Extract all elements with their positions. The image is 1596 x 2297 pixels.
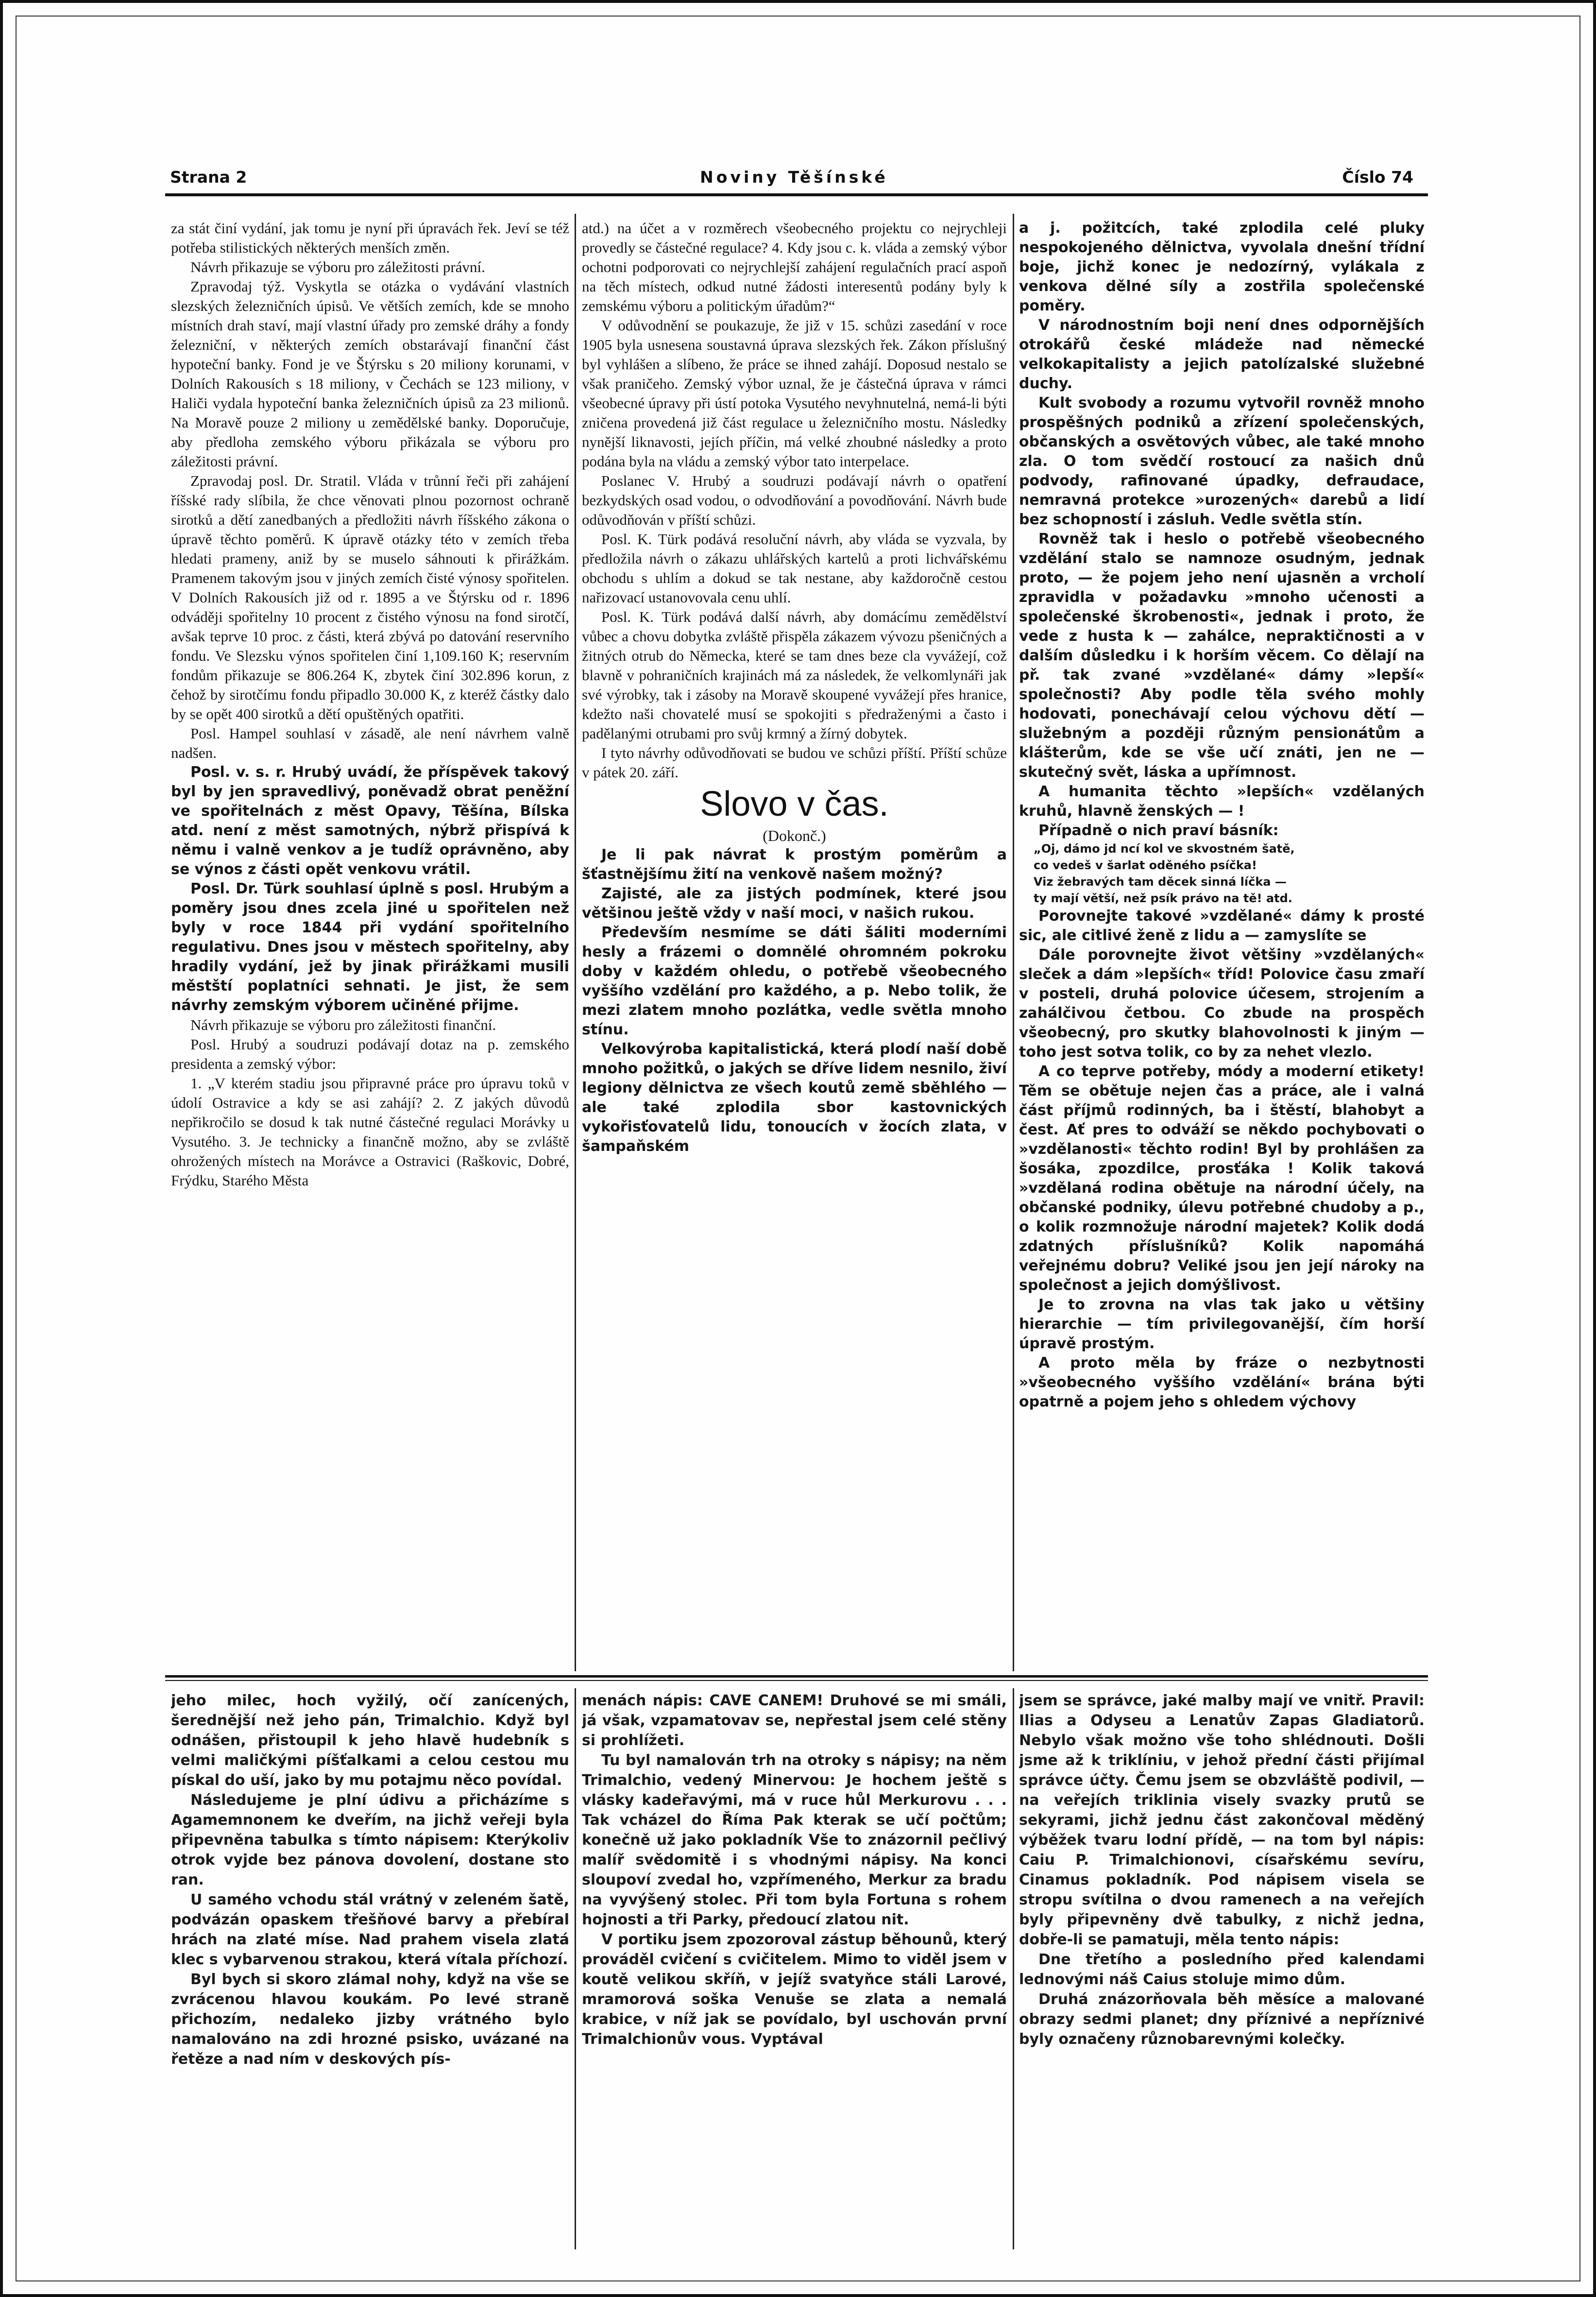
paragraph: Dále porovnejte život většiny »vzdělaných« sleček a dám »lepších« tříd! Polovice času zmaří v posteli, druhá polovice účesem, strojením a zahálčivou četbou. Co zbude na prospěch všeobecný, pro skutky blahovolnosti k jiným — toho jest sotva tolik, co by za nehet vlezlo. <box>1019 946 1425 1061</box>
poem-line: Viz žebravých tam děcek sinná líčka — <box>1034 875 1287 889</box>
column-3 <box>1019 219 1425 1666</box>
issue-number: Číslo 74 <box>1342 168 1413 187</box>
paragraph: Rovněž tak i heslo o potřebě všeobecného vzdělání stalo se namnoze osudným, jednak proto, — že pojem jeho není ujasněn a vrcholí zpravidla v požadavku »mnoho učenosti a společenské škrobenosti«, jednak i proto, že vede z husta k — zahálce, nepraktičnosti a v dalším důsledku i k horším věcem. Co dělají na př. tak zvané »vzdělané« dámy »lepší« společnosti? Aby podle těla svého mohly hodovati, ponechávají celou výchovu dětí — služebným a později různým pensionátům a klášterům, kde se vše učí znáti, jen ne — skutečný svět, láska a upřímnost. <box>1019 531 1425 781</box>
paragraph: V portiku jsem zpozoroval zástup běhounů, který prováděl cvičení s cvičitelem. Mimo to viděl jsem v koutě velikou skříň, v jejíž svatyňce stáli Larové, mramorová soška Venuše se zlata a nemalá krabice, v níž jak se povídalo, byl uschován první Trimalchionův vous. Vyptával <box>582 1931 1007 2048</box>
paragraph: Poslanec V. Hrubý a soudruzi podávají návrh o opatření bezkydských osad vodou, o odvodňování a povodňování. Návrh bude odůvodňován v příští schůzi. <box>582 472 1007 528</box>
paragraph: I tyto návrhy odůvodňovati se budou ve schůzi příští. Příští schůze v pátek 20. září. <box>582 744 1007 781</box>
paragraph: Návrh přikazuje se výboru pro záležitosti právní. <box>190 258 485 275</box>
feuilleton-rule <box>165 1675 1428 1678</box>
paragraph: menách nápis: CAVE CANEM! Druhové se mi smáli, já však, vzpamatovav se, nepřestal jsem celé stěny si prohlížeti. <box>582 1692 1007 1749</box>
article-subtitle: (Dokonč.) <box>763 827 826 844</box>
feuilleton-column-1 <box>171 1691 569 2245</box>
paragraph: Následujeme je plní údivu a přicházíme s Agamemnonem ke dveřím, na jichž veřeji byla připevněna tabulka s tímto nápisem: Kterýkoliv otrok vyjde bez pánova dovolení, dostane sto ran. <box>171 1792 569 1888</box>
paragraph: Porovnejte takové »vzdělané« dámy k prosté sic, ale citlivé ženě z lidu a — zamyslíte se <box>1019 908 1425 944</box>
feuilleton-column-2 <box>582 1691 1007 2245</box>
poem-line: ty mají větší, než psík právo na tě! atd. <box>1034 891 1292 905</box>
paragraph: Posl. v. s. r. Hrubý uvádí, že příspěvek takový byl by jen spravedlivý, poněvadž obrat peněžní ve spořitelnách z měst Opavy, Těšína, Bílska atd. není z měst samotných, nýbrž přispívá k němu i valně venkov a je tudíž oprávněno, aby se výnos z části opět venkovu vrátil. <box>171 764 569 878</box>
paragraph: Byl bych si skoro zlámal nohy, když na vše se zvrácenou hlavou koukám. Po levé straně přichozím, nedaleko jizby vrátného bylo namalováno na zdi hrozné psisko, uvázané na řetěze a nad ním v deskových pís- <box>171 1971 569 2068</box>
paragraph: Posl. Dr. Türk souhlasí úplně s posl. Hrubým a poměry jsou dnes zcela jiné u spořitelen než byly v roce 1844 při vydání spořitelního regulativu. Dnes jsou v městech spořitelny, aby hradily vydání, jež by jinak přirážkami musili městští poplatníci sehnati. Je jist, že sem návrhy zemským výborem učiněné přijme. <box>171 880 569 1014</box>
paragraph: V odůvodnění se poukazuje, že již v 15. schůzi zasedání v roce 1905 byla usnesena soustavná úprava slezských řek. Zákon příslušný byl vyhlášen a slíbeno, že práce se ihned zahájí. Doposud nestalo se však praničeho. Zemský výbor uznal, že je částečná úprava v rámci všeobecné úpravy při ústí potoka Vysutého nevyhnutelná, nemá-li býti zničena provedená již část regulace u železničního mostu. Následky nynější liknavosti, jejích příčin, má velké zhoubné následky a proto podána byla na vládu a zemský výbor tato interpelace. <box>582 317 1007 470</box>
masthead-title: Noviny Těšínské <box>700 168 888 187</box>
feuilleton-rule-thin <box>165 1680 1428 1681</box>
paragraph: U samého vchodu stál vrátný v zeleném šatě, podvázán opaskem třešňové barvy a přebíral hrách na zlaté míse. Nad prahem visela zlatá klec s vybarvenou strakou, která vítala příchozí. <box>171 1891 569 1968</box>
paragraph: za stát činí vydání, jak tomu je nyní při úpravách řek. Jeví se též potřeba stilistických některých menších změn. <box>171 220 569 256</box>
column-divider <box>575 214 576 1671</box>
paragraph: Kult svobody a rozumu vytvořil rovněž mnoho prospěšných podniků a zřízení společenských, občanských a osvětových vůbec, ale také mnoho zla. O tom svědčí rostoucí za našich dnů podvody, rafinované úpadky, defraudace, nemravná protekce »urozených« darebů a lidí bez schopností i zásluh. Vedle světla stín. <box>1019 394 1425 528</box>
column-2 <box>582 219 1007 1666</box>
paragraph: Posl. K. Türk podává další návrh, aby domácímu zemědělství vůbec a chovu dobytka zvláště přispěla zákazem vývozu pšeničných a žitných otrub do Německa, které se tam dnes beze cla vyvážejí, což blavně v pohraničních krajinách má za následek, že velkomlynáři jak své výrobky, tak i zásoby na Moravě skoupené vyvážejí přes hranice, kdežto naši chovatelé musí se spokojiti s předraženými a často i padělanými otrubami pro svůj krmný a žírný dobytek. <box>582 608 1007 742</box>
poem-line: co vedeš v šarlat oděného psíčka! <box>1034 858 1257 872</box>
poem-line: „Oj, dámo jd ncí kol ve skvostném šatě, <box>1034 842 1295 856</box>
paragraph: Zpravodaj posl. Dr. Stratil. Vláda v trůnní řeči při zahájení říšské rady slíbila, že chce věnovati plnou pozornost ochraně sirotků a dětí zanedbaných a předložiti návrh říšského zákona o úpravě těchto poměrů. K úpravě otázky této v zemích třeba hledati prameny, aniž by se muselo sáhnouti k přirážkám. Pramenem takovým jsou v jiných zemích čisté výnosy spořitelen. V Dolních Rakousích již od r. 1895 a ve Štýrsku od r. 1896 odváději spořitelny 10 procent z čistého výnosu na fond sirotčí, avšak teprve 10 proc. z části, která zbývá po datování reservního fondu. Ve Slezsku výnos spořitelen činí 1,109.160 K; reservním fondům přikazuje se 806.264 K, zbytek činí 302.896 korun, z čehož by sirotčímu fondu připadlo 30.000 K, z kteréž částky dalo by se opět 400 sirotků a dětí opuštěných opatřiti. <box>171 472 569 722</box>
paragraph: Je to zrovna na vlas tak jako u většiny hierarchie — tím privilegovanější, čím horší úpravě prostým. <box>1019 1296 1425 1352</box>
paragraph: A co teprve potřeby, módy a moderní etikety! Těm se obětuje nejen čas a práce, ale i valná část příjmů rodinných, ba i štěstí, blahobyt a čest. Ať pres to odváží se někdo pochybovati o »vzdělanosti« těchto rodin! Byl by prohlášen za šosáka, zpozdilce, prosťáka ! Kolik taková »vzdělaná rodina obětuje na národní účely, na občanské podniky, úlevu potřebné chudoby a p., o kolik rozmnožuje národní majetek? Kolik dodá zdatných příslušníků? Kolik napomáhá veřejnému dobru? Veliké jsou jen její nároky na společnost a jejich domýšlivost. <box>1019 1063 1425 1294</box>
paragraph: Posl. K. Türk podává resoluční návrh, aby vláda se vyzvala, by předložila návrh o zákazu uhlářských kartelů a proti lichvářskému obchodu s uhlím a dokud se tak nestane, aby každoročně cestou nařizovací ustanovovala cenu uhlí. <box>582 531 1007 606</box>
paragraph: jsem se správce, jaké malby mají ve vnitř. Pravil: Ilias a Odyseu a Lenatův Zapas Gladiatorů. Nebylo však možno vše toho shlédnouti. Došli jsme až k triklíniu, v jehož přední části přijímal správce účty. Čemu jsem se obzvláště podivil, — na veřejích triklinia visely svazky prutů se sekyrami, jichž jednu část zakončoval měděný výběžek tvaru lodní přídě, — na tom byl nápis: Caiu P. Trimalchionovi, císařskému sevíru, Cinamus pokladník. Pod nápisem visela se stropu svítilna o dvou ramenech a na veřejích byly připevněny dvě tabulky, z nichž jedna, dobře-li se pamatuji, měla tento nápis: <box>1019 1692 1425 1948</box>
paragraph: Zajisté, ale za jistých podmínek, které jsou většinou ještě vždy v naší moci, v našich rukou. <box>582 885 1007 922</box>
paragraph: Druhá znázorňovala běh měsíce a malované obrazy sedmi planet; dny příznivé a nepříznivé byly označeny různobarevnými kolečky. <box>1019 1991 1425 2048</box>
paragraph: Tu byl namalován trh na otroky s nápisy; na něm Trimalchio, vedený Minervou: Je hochem ještě s vlásky kadeřavými, má v ruce hůl Merkurovu . . . Tak vcházel do Říma Pak kterak se učí počtům; konečně už jako pokladník Vše to znázornil pečlivý malíř svědomitě i s vhodnými nápisy. Na konci sloupoví zvedal ho, vzpřímeného, Merkur za bradu na vyvýšený stolec. Při tom byla Fortuna s rohem hojnosti a tři Parky, předoucí zlatou nit. <box>582 1752 1007 1928</box>
paragraph: atd.) na účet a v rozměrech všeobecného projektu co nejrychleji provedly se částečné regulace? 4. Kdy jsou c. k. vláda a zemský výbor ochotni podporovati co nejrychlejší zahájení regulačních prací aspoň na těch místech, odkud nutné žádosti interesentů podány byly k zemskému výboru a politickým úřadům?“ <box>582 220 1007 314</box>
paragraph: Posl. Hampel souhlasí v zásadě, ale není návrhem valně nadšen. <box>171 725 569 761</box>
column-divider <box>575 1688 576 2249</box>
article-title: Slovo v čas. <box>700 785 889 823</box>
paragraph: Zpravodaj týž. Vyskytla se otázka o vydávání vlastních slezských železničních úpisů. Ve větších zemích, kde se mnoho místních drah staví, mají vlastní úřady pro zemské dráhy a fondy železniční, v některých zemích obstarávají finanční část hypoteční banky. Fond je ve Štýrsku s 20 miliony korunami, v Dolních Rakousích s 18 miliony, v Čechách se 123 miliony, v Haliči vydala hypoteční banka železničních úpisů za 23 milionů. Na Moravě pouze 2 miliony u zemědělské banky. Doporučuje, aby předloha zemského výboru přikázala se výboru pro záležitosti právní. <box>171 278 569 470</box>
page-header <box>165 168 1423 192</box>
paragraph: 1. „V kterém stadiu jsou připravné práce pro úpravu toků v údolí Ostravice a kdy se asi zahájí? 2. Z jakých důvodů nepřikročilo se dosud k tak nutné částečné regulaci Morávky u Vysutého. 3. Je technicky a finančně možno, aby se zvláště ohrožených místech na Morávce a Ostravici (Raškovic, Dobré, Frýdku, Starého Města <box>171 1075 569 1189</box>
paragraph: Velkovýroba kapitalistická, která plodí naší době mnoho požitků, o jakých se dříve lidem nesnilo, živí legiony dělnictva ze všech koutů země sběhlého — ale také zplodila sbor kastovnických vykořisťovatelů lidu, tonoucích v žocích zlata, v šampaňském <box>582 1041 1007 1155</box>
column-1 <box>171 219 569 1666</box>
paragraph: Posl. Hrubý a soudruzi podávají dotaz na p. zemského presidenta a zemský výbor: <box>171 1036 569 1072</box>
column-divider <box>1013 214 1014 1671</box>
paragraph: Je li pak návrat k prostým poměrům a šťastnějšímu žití na venkově našem možný? <box>582 846 1007 883</box>
paragraph: a j. požitcích, také zplodila celé pluky nespokojeného dělnictva, vyvolala dnešní třídní boje, jichž konec je nedozírný, vylákala z venkova dělné síly a zostřila společenské poměry. <box>1019 220 1425 314</box>
paragraph: Případně o nich praví básník: <box>1038 822 1279 839</box>
paragraph: Návrh přikazuje se výboru pro záležitosti finanční. <box>190 1016 496 1033</box>
paragraph: jeho milec, hoch vyžilý, očí zanícených, šerednější než jeho pán, Trimalchio. Když byl odnášen, přistoupil k jeho hlavě hudebník s velmi maličkými píšťalkami a celou cestou mu pískal do uší, jako by mu potajmu něco povídal. <box>171 1692 569 1789</box>
feuilleton-column-3 <box>1019 1691 1425 2245</box>
paragraph: Dne třetího a posledního před kalendami lednovými náš Caius stoluje mimo dům. <box>1019 1951 1425 1988</box>
paragraph: A humanita těchto »lepších« vzdělaných kruhů, hlavně ženských — ! <box>1019 783 1425 820</box>
paragraph: V národnostním boji není dnes odpornějších otrokářů české mládeže nad německé velkokapitalisty a jejich patolízalské služebné duchy. <box>1019 317 1425 392</box>
header-rule <box>165 193 1428 196</box>
page-number: Strana 2 <box>170 168 247 187</box>
paragraph: A proto měla by fráze o nezbytnosti »všeobecného vyššího vzdělání« brána býti opatrně a pojem jeho s ohledem výchovy <box>1019 1354 1425 1410</box>
column-divider <box>1013 1688 1014 2249</box>
paragraph: Především nesmíme se dáti šáliti moderními hesly a frázemi o domnělé ohromném pokroku doby v každém ohledu, o potřebě všeobecného vyššího vzdělání pro každého, a p. Nebo tolik, že mezi zlatem mnoho pozlátka, vedle světla mnoho stínu. <box>582 924 1007 1038</box>
